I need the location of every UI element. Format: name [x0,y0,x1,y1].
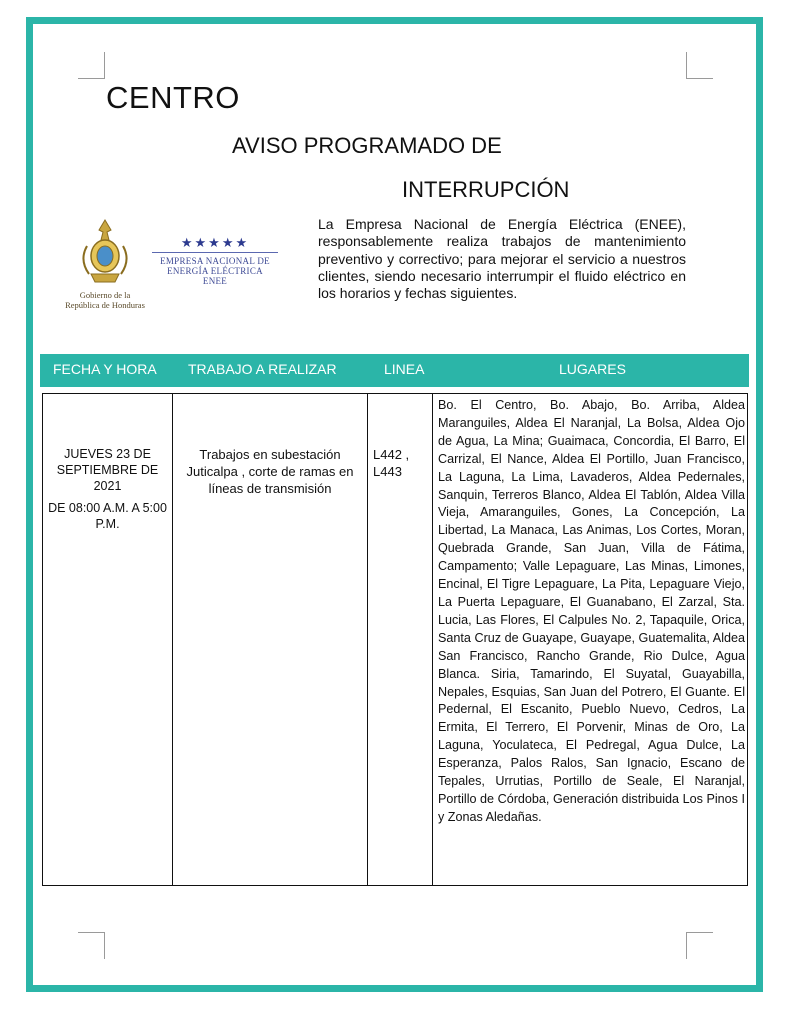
cell-fecha-date: JUEVES 23 DE SEPTIEMBRE DE 2021 [56,447,159,493]
cell-lugares: Bo. El Centro, Bo. Abajo, Bo. Arriba, Aldea Maranguiles, Aldea El Naranjal, La Bolsa, Aldea Ojo de Agua, La Mina; Guaimaca, Concordia, El Barro, El Carrizal, El Nance, Aldea El Portillo, Juan Francisco, La Laguna, La Lima, Lavaderos, Aldea Pedernales, Sanquin, Terreros Blanco, Aldea El Tablón, Aldea Villa Vieja, Amaranguiles, Gones, La Concepción, La Libertad, La Manaca, Las Animas, Los Cortes, Moran, Quebrada Grande, San Juan, Villa de Fátima, Campamento; Valle Lepaguare, Las Minas, Limones, Encinal, El Tigre Lepaguare, La Pita, Lepaguare Viejo, La Puerta Lepaguare, El Guanabano, El Zarzal, Sta. Lucia, Las Flores, El Calpules No. 2, Tapaquile, Orica, Santa Cruz de Guayape, Guayape, Guatemalita, Aldea San Francisco, Rancho Grande, Rio Dulce, Agua Blanca. Siria, Tamarindo, El Suyatal, Guayabilla, Nepales, Esquias, San Juan del Potrero, El Guante. El Pedernal, El Escanito, Pueblo Nuevo, Cedros, La Ermita, El Terrero, El Porvenir, Minas de Oro, La Laguna, Yoculateca, El Pedregal, Agua Dulce, La Esperanza, Palos Ralos, San Ignacio, Escano de Tepales, Urrutias, Portillo de Seale, El Naranjal, Portillo de Córdoba, Generación distribuida Los Pinos I y Zonas Aledañas. [438,398,745,824]
notice-title-line1: AVISO PROGRAMADO DE [232,133,502,158]
enee-logo-line1: EMPRESA NACIONAL DE [160,256,270,266]
region-heading: CENTRO [106,80,240,115]
gov-logo-line2: República de Honduras [65,300,145,310]
crop-mark-bottom-right [686,932,713,959]
cell-fecha [43,446,172,538]
enee-stars-icon: ★★★★★ [180,235,250,250]
header-fecha: FECHA Y HORA [53,361,157,377]
crop-mark-bottom-left [78,932,105,959]
column-divider [432,394,433,885]
header-linea: LINEA [384,361,425,377]
enee-logo-line3: ENEE [202,276,228,286]
notice-title-line2: INTERRUPCIÓN [402,177,570,202]
coat-of-arms-icon [73,216,137,288]
cell-trabajo: Trabajos en subestación Juticalpa , corte de ramas en líneas de transmisión [186,447,354,496]
crop-mark-top-right [686,52,713,79]
enee-logo-line2: ENERGÍA ELÉCTRICA [167,266,263,276]
header-lugares: LUGARES [559,361,626,377]
column-divider [172,394,173,885]
table-row [42,393,748,886]
gov-logo-line1: Gobierno de la [79,290,131,300]
crop-mark-top-left [78,52,105,79]
enee-logo [152,236,278,286]
cell-fecha-time: DE 08:00 A.M. A 5:00 P.M. [48,501,167,531]
column-divider [367,394,368,885]
header-trabajo: TRABAJO A REALIZAR [188,361,337,377]
cell-linea: L442 , L443 [373,447,410,479]
table-header [40,354,749,387]
intro-paragraph: La Empresa Nacional de Energía Eléctrica (ENEE), responsablemente realiza trabajos de mantenimiento preventivo y correctivo; para mejorar el servicio a nuestros clientes, siendo necesario interrumpir el fluido eléctrico en los horarios y fechas siguientes. [318,216,686,302]
government-logo [60,216,150,314]
enee-logo-rule [152,252,278,253]
